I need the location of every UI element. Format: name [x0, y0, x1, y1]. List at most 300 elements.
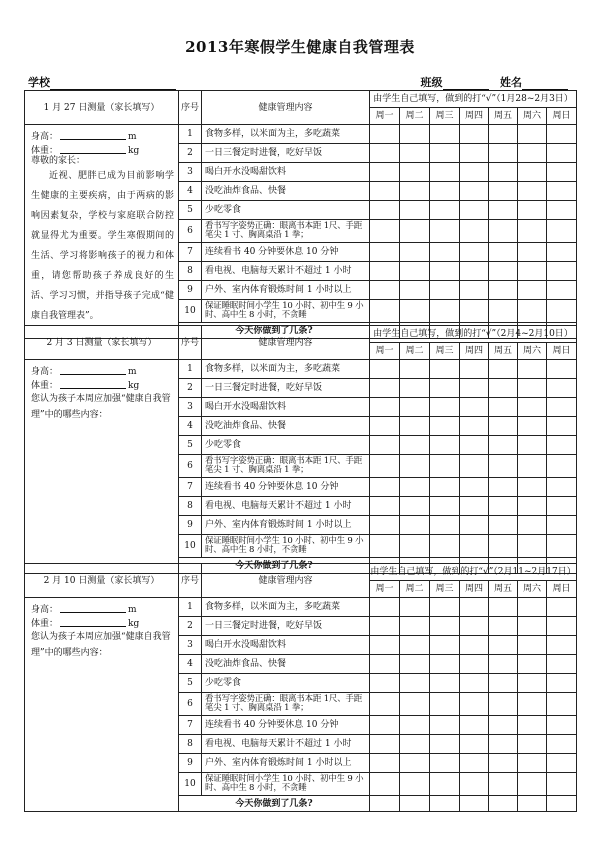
item-content: 没吃油炸食品、快餐	[202, 182, 370, 201]
check-cell[interactable]	[460, 125, 489, 144]
check-cell[interactable]	[489, 201, 518, 220]
check-cell[interactable]	[489, 455, 518, 478]
check-cell[interactable]	[370, 163, 400, 182]
check-cell[interactable]	[370, 716, 400, 735]
check-cell[interactable]	[460, 754, 489, 773]
check-cell[interactable]	[370, 436, 400, 455]
summary-cell[interactable]	[518, 796, 547, 812]
weight-unit: kg	[128, 146, 140, 156]
check-cell[interactable]	[518, 417, 547, 436]
check-cell[interactable]	[489, 735, 518, 754]
check-cell[interactable]	[518, 144, 547, 163]
check-cell[interactable]	[430, 478, 460, 497]
check-cell[interactable]	[370, 754, 400, 773]
check-cell[interactable]	[518, 262, 547, 281]
check-cell[interactable]	[400, 497, 430, 516]
check-cell[interactable]	[518, 360, 547, 379]
weekday-header: 周六	[518, 108, 547, 125]
item-content: 喝白开水没喝甜饮料	[202, 636, 370, 655]
check-cell[interactable]	[400, 360, 430, 379]
check-cell[interactable]	[518, 674, 547, 693]
check-cell[interactable]	[430, 598, 460, 617]
check-cell[interactable]	[489, 220, 518, 243]
check-cell[interactable]	[430, 281, 460, 300]
check-cell[interactable]	[547, 674, 577, 693]
check-cell[interactable]	[400, 735, 430, 754]
class-label: 班级	[420, 76, 443, 89]
check-cell[interactable]	[518, 478, 547, 497]
check-cell[interactable]	[518, 436, 547, 455]
check-cell[interactable]	[430, 436, 460, 455]
check-cell[interactable]	[430, 716, 460, 735]
check-cell[interactable]	[400, 300, 430, 323]
check-cell[interactable]	[547, 735, 577, 754]
check-cell[interactable]	[518, 636, 547, 655]
summary-cell[interactable]	[460, 796, 489, 812]
check-cell[interactable]	[400, 716, 430, 735]
height-label: 身高：	[31, 132, 59, 142]
check-cell[interactable]	[370, 478, 400, 497]
check-cell[interactable]	[547, 478, 577, 497]
health-table-week-3	[24, 563, 577, 812]
weight-input[interactable]	[60, 142, 126, 154]
check-cell[interactable]	[518, 182, 547, 201]
check-cell[interactable]	[370, 455, 400, 478]
check-cell[interactable]	[400, 455, 430, 478]
summary-question: 今天你做到了几条?	[179, 558, 370, 574]
check-cell[interactable]	[370, 655, 400, 674]
check-cell[interactable]	[400, 163, 430, 182]
check-cell[interactable]	[370, 693, 400, 716]
item-content: 看书写字姿势正确：眼离书本距 1尺、手距笔尖 1 寸、胸离桌沿 1 拳；	[202, 220, 370, 243]
item-number: 5	[179, 674, 202, 693]
check-cell[interactable]	[430, 636, 460, 655]
name-blank[interactable]	[522, 77, 568, 90]
check-cell[interactable]	[489, 300, 518, 323]
item-content: 连续看书 40 分钟要休息 10 分钟	[202, 243, 370, 262]
parent-letter: 近视、肥胖已成为目前影响学生健康的主要疾病，由于两病的影响因素复杂，学校与家庭联合防控就显得尤为重要。学生寒假期间的生活、学习将影响孩子的视力和体重，请您帮助孩子养成良好的生活、学习习惯，并指导孩子完成“健康自我管理表”。	[31, 171, 174, 321]
weekday-header: 周四	[460, 108, 489, 125]
weight-row	[31, 615, 174, 629]
weight-label: 体重：	[31, 381, 59, 391]
check-cell[interactable]	[370, 144, 400, 163]
check-cell[interactable]	[460, 262, 489, 281]
weekday-header: 周二	[400, 343, 430, 360]
check-cell[interactable]	[547, 455, 577, 478]
check-cell[interactable]	[547, 398, 577, 417]
check-cell[interactable]	[430, 144, 460, 163]
check-cell[interactable]	[547, 497, 577, 516]
check-cell[interactable]	[547, 516, 577, 535]
check-cell[interactable]	[547, 436, 577, 455]
check-cell[interactable]	[518, 455, 547, 478]
check-cell[interactable]	[460, 417, 489, 436]
check-cell[interactable]	[518, 655, 547, 674]
summary-cell[interactable]	[430, 796, 460, 812]
check-cell[interactable]	[370, 516, 400, 535]
check-cell[interactable]	[370, 417, 400, 436]
check-cell[interactable]	[489, 125, 518, 144]
item-content: 看电视、电脑每天累计不超过 1 小时	[202, 262, 370, 281]
check-cell[interactable]	[547, 220, 577, 243]
item-number: 8	[179, 262, 202, 281]
check-cell[interactable]	[370, 379, 400, 398]
check-cell[interactable]	[430, 182, 460, 201]
summary-cell[interactable]	[400, 796, 430, 812]
check-cell[interactable]	[430, 773, 460, 796]
check-cell[interactable]	[518, 754, 547, 773]
item-number: 2	[179, 617, 202, 636]
weekday-header: 周五	[489, 108, 518, 125]
item-number: 10	[179, 773, 202, 796]
check-cell[interactable]	[489, 716, 518, 735]
weekday-header: 周一	[370, 581, 400, 598]
item-number: 4	[179, 417, 202, 436]
check-cell[interactable]	[430, 243, 460, 262]
check-cell[interactable]	[489, 497, 518, 516]
summary-cell[interactable]	[370, 796, 400, 812]
check-cell[interactable]	[430, 379, 460, 398]
item-content: 喝白开水没喝甜饮料	[202, 398, 370, 417]
check-cell[interactable]	[489, 754, 518, 773]
check-cell[interactable]	[430, 497, 460, 516]
item-number: 8	[179, 735, 202, 754]
check-cell[interactable]	[518, 300, 547, 323]
check-cell[interactable]	[518, 716, 547, 735]
check-cell[interactable]	[400, 417, 430, 436]
check-cell[interactable]	[460, 455, 489, 478]
weekday-header: 周三	[430, 581, 460, 598]
class-blank[interactable]	[443, 77, 489, 90]
check-cell[interactable]	[547, 693, 577, 716]
check-cell[interactable]	[547, 201, 577, 220]
weekday-header: 周四	[460, 581, 489, 598]
check-cell[interactable]	[400, 262, 430, 281]
check-cell[interactable]	[460, 617, 489, 636]
check-cell[interactable]	[460, 478, 489, 497]
check-cell[interactable]	[400, 243, 430, 262]
check-cell[interactable]	[370, 360, 400, 379]
check-cell[interactable]	[370, 598, 400, 617]
check-cell[interactable]	[489, 478, 518, 497]
weight-input[interactable]	[60, 377, 126, 389]
check-cell[interactable]	[489, 674, 518, 693]
height-input[interactable]	[60, 601, 126, 613]
check-cell[interactable]	[547, 535, 577, 558]
check-cell[interactable]	[400, 144, 430, 163]
check-cell[interactable]	[370, 125, 400, 144]
check-cell[interactable]	[370, 220, 400, 243]
item-number: 9	[179, 754, 202, 773]
check-cell[interactable]	[370, 182, 400, 201]
check-cell[interactable]	[460, 360, 489, 379]
check-cell[interactable]	[460, 735, 489, 754]
check-cell[interactable]	[460, 243, 489, 262]
check-cell[interactable]	[460, 163, 489, 182]
check-cell[interactable]	[518, 497, 547, 516]
check-cell[interactable]	[430, 300, 460, 323]
check-cell[interactable]	[370, 674, 400, 693]
item-content: 食物多样，以米面为主，多吃蔬菜	[202, 598, 370, 617]
item-number: 1	[179, 598, 202, 617]
check-cell[interactable]	[370, 735, 400, 754]
weekday-header: 周二	[400, 108, 430, 125]
check-cell[interactable]	[489, 360, 518, 379]
check-cell[interactable]	[547, 417, 577, 436]
check-cell[interactable]	[400, 773, 430, 796]
check-cell[interactable]	[430, 262, 460, 281]
item-number: 1	[179, 125, 202, 144]
parent-fill-area[interactable]	[25, 360, 179, 574]
check-cell[interactable]	[430, 360, 460, 379]
check-cell[interactable]	[518, 243, 547, 262]
check-cell[interactable]	[430, 398, 460, 417]
check-cell[interactable]	[518, 379, 547, 398]
check-cell[interactable]	[370, 300, 400, 323]
check-cell[interactable]	[400, 436, 430, 455]
check-cell[interactable]	[489, 655, 518, 674]
check-cell[interactable]	[430, 163, 460, 182]
check-cell[interactable]	[400, 379, 430, 398]
school-blank[interactable]	[50, 77, 176, 90]
weekday-header: 周六	[518, 343, 547, 360]
check-cell[interactable]	[460, 201, 489, 220]
check-cell[interactable]	[460, 693, 489, 716]
check-cell[interactable]	[489, 262, 518, 281]
seq-header: 序号	[179, 326, 202, 360]
check-cell[interactable]	[430, 455, 460, 478]
item-content: 看书写字姿势正确：眼离书本距 1尺、手距笔尖 1 寸、胸离桌沿 1 拳；	[202, 455, 370, 478]
check-cell[interactable]	[489, 379, 518, 398]
content-header: 健康管理内容	[202, 564, 370, 598]
table-row	[25, 360, 577, 379]
check-cell[interactable]	[518, 773, 547, 796]
check-cell[interactable]	[400, 182, 430, 201]
school-field	[28, 74, 176, 90]
check-cell[interactable]	[518, 398, 547, 417]
item-content: 少吃零食	[202, 436, 370, 455]
check-cell[interactable]	[400, 655, 430, 674]
check-cell[interactable]	[547, 243, 577, 262]
weight-label: 体重：	[31, 619, 59, 629]
check-cell[interactable]	[400, 516, 430, 535]
check-cell[interactable]	[460, 497, 489, 516]
check-cell[interactable]	[547, 773, 577, 796]
check-cell[interactable]	[489, 773, 518, 796]
check-cell[interactable]	[547, 125, 577, 144]
item-number: 3	[179, 398, 202, 417]
check-cell[interactable]	[370, 262, 400, 281]
check-cell[interactable]	[430, 674, 460, 693]
check-cell[interactable]	[489, 436, 518, 455]
check-cell[interactable]	[547, 655, 577, 674]
check-cell[interactable]	[430, 516, 460, 535]
check-cell[interactable]	[489, 693, 518, 716]
check-cell[interactable]	[460, 398, 489, 417]
summary-cell[interactable]	[547, 796, 577, 812]
check-cell[interactable]	[489, 535, 518, 558]
check-cell[interactable]	[430, 735, 460, 754]
item-number: 4	[179, 182, 202, 201]
check-cell[interactable]	[460, 716, 489, 735]
weekday-header: 周四	[460, 343, 489, 360]
check-cell[interactable]	[547, 300, 577, 323]
check-cell[interactable]	[430, 417, 460, 436]
check-cell[interactable]	[518, 535, 547, 558]
check-cell[interactable]	[370, 201, 400, 220]
summary-cell[interactable]	[489, 796, 518, 812]
check-cell[interactable]	[518, 163, 547, 182]
check-cell[interactable]	[547, 360, 577, 379]
check-cell[interactable]	[370, 398, 400, 417]
weight-unit: kg	[128, 381, 140, 391]
check-cell[interactable]	[460, 379, 489, 398]
check-cell[interactable]	[547, 379, 577, 398]
check-cell[interactable]	[430, 125, 460, 144]
check-cell[interactable]	[430, 693, 460, 716]
item-number: 9	[179, 516, 202, 535]
check-cell[interactable]	[547, 617, 577, 636]
check-cell[interactable]	[460, 655, 489, 674]
check-cell[interactable]	[370, 535, 400, 558]
check-cell[interactable]	[460, 674, 489, 693]
check-cell[interactable]	[460, 220, 489, 243]
check-cell[interactable]	[370, 497, 400, 516]
check-cell[interactable]	[460, 535, 489, 558]
check-cell[interactable]	[400, 693, 430, 716]
check-cell[interactable]	[400, 754, 430, 773]
greeting: 尊敬的家长：	[31, 156, 86, 166]
page-title: 2013年寒假学生健康自我管理表	[185, 38, 415, 56]
parent-fill-area[interactable]	[25, 125, 179, 339]
check-cell[interactable]	[400, 478, 430, 497]
measure-date-header: 2 月 3 日测量（家长填写）	[25, 326, 179, 360]
item-content: 食物多样，以米面为主，多吃蔬菜	[202, 125, 370, 144]
check-cell[interactable]	[489, 144, 518, 163]
measure-date-header: 1 月 27 日测量（家长填写）	[25, 91, 179, 125]
item-number: 6	[179, 220, 202, 243]
check-cell[interactable]	[547, 163, 577, 182]
item-content: 户外、室内体育锻炼时间 1 小时以上	[202, 754, 370, 773]
check-cell[interactable]	[370, 281, 400, 300]
height-input[interactable]	[60, 363, 126, 375]
check-cell[interactable]	[460, 598, 489, 617]
check-cell[interactable]	[400, 398, 430, 417]
check-cell[interactable]	[489, 617, 518, 636]
check-cell[interactable]	[430, 617, 460, 636]
check-cell[interactable]	[518, 516, 547, 535]
check-cell[interactable]	[547, 754, 577, 773]
item-content: 少吃零食	[202, 201, 370, 220]
check-cell[interactable]	[547, 144, 577, 163]
check-cell[interactable]	[547, 716, 577, 735]
item-number: 8	[179, 497, 202, 516]
parent-fill-area[interactable]	[25, 598, 179, 812]
check-cell[interactable]	[370, 636, 400, 655]
check-cell[interactable]	[518, 125, 547, 144]
height-row	[31, 128, 174, 142]
check-cell[interactable]	[547, 281, 577, 300]
check-cell[interactable]	[400, 535, 430, 558]
weekday-header: 周五	[489, 343, 518, 360]
check-cell[interactable]	[547, 598, 577, 617]
check-cell[interactable]	[400, 125, 430, 144]
item-content: 没吃油炸食品、快餐	[202, 655, 370, 674]
check-cell[interactable]	[460, 436, 489, 455]
check-cell[interactable]	[400, 674, 430, 693]
check-cell[interactable]	[460, 773, 489, 796]
check-cell[interactable]	[430, 201, 460, 220]
check-cell[interactable]	[430, 655, 460, 674]
check-cell[interactable]	[489, 398, 518, 417]
check-cell[interactable]	[460, 144, 489, 163]
height-input[interactable]	[60, 128, 126, 140]
check-cell[interactable]	[460, 182, 489, 201]
class-name-fields	[421, 74, 569, 90]
weekday-header: 周五	[489, 581, 518, 598]
check-cell[interactable]	[460, 281, 489, 300]
date-range-header: 由学生自己填写，做到的打“√”（2月11~2月17日）	[370, 564, 577, 581]
check-cell[interactable]	[430, 220, 460, 243]
weight-unit: kg	[128, 619, 140, 629]
weekday-header: 周日	[547, 581, 577, 598]
weight-input[interactable]	[60, 615, 126, 627]
check-cell[interactable]	[489, 163, 518, 182]
check-cell[interactable]	[518, 598, 547, 617]
check-cell[interactable]	[518, 220, 547, 243]
check-cell[interactable]	[400, 636, 430, 655]
item-number: 6	[179, 455, 202, 478]
check-cell[interactable]	[547, 636, 577, 655]
check-cell[interactable]	[518, 735, 547, 754]
check-cell[interactable]	[489, 417, 518, 436]
check-cell[interactable]	[400, 617, 430, 636]
check-cell[interactable]	[489, 243, 518, 262]
check-cell[interactable]	[430, 754, 460, 773]
check-cell[interactable]	[489, 598, 518, 617]
check-cell[interactable]	[547, 182, 577, 201]
check-cell[interactable]	[460, 636, 489, 655]
seq-header: 序号	[179, 564, 202, 598]
item-number: 4	[179, 655, 202, 674]
check-cell[interactable]	[547, 262, 577, 281]
weekday-header: 周六	[518, 581, 547, 598]
item-content: 一日三餐定时进餐，吃好早饭	[202, 144, 370, 163]
check-cell[interactable]	[370, 773, 400, 796]
check-cell[interactable]	[518, 693, 547, 716]
check-cell[interactable]	[460, 300, 489, 323]
check-cell[interactable]	[430, 535, 460, 558]
check-cell[interactable]	[489, 516, 518, 535]
check-cell[interactable]	[518, 281, 547, 300]
check-cell[interactable]	[400, 281, 430, 300]
check-cell[interactable]	[460, 516, 489, 535]
item-number: 9	[179, 281, 202, 300]
check-cell[interactable]	[518, 617, 547, 636]
check-cell[interactable]	[370, 243, 400, 262]
check-cell[interactable]	[400, 201, 430, 220]
check-cell[interactable]	[518, 201, 547, 220]
check-cell[interactable]	[489, 636, 518, 655]
height-unit: m	[128, 605, 137, 615]
check-cell[interactable]	[370, 617, 400, 636]
check-cell[interactable]	[400, 598, 430, 617]
check-cell[interactable]	[400, 220, 430, 243]
item-number: 6	[179, 693, 202, 716]
check-cell[interactable]	[489, 281, 518, 300]
check-cell[interactable]	[489, 182, 518, 201]
item-content: 一日三餐定时进餐，吃好早饭	[202, 379, 370, 398]
